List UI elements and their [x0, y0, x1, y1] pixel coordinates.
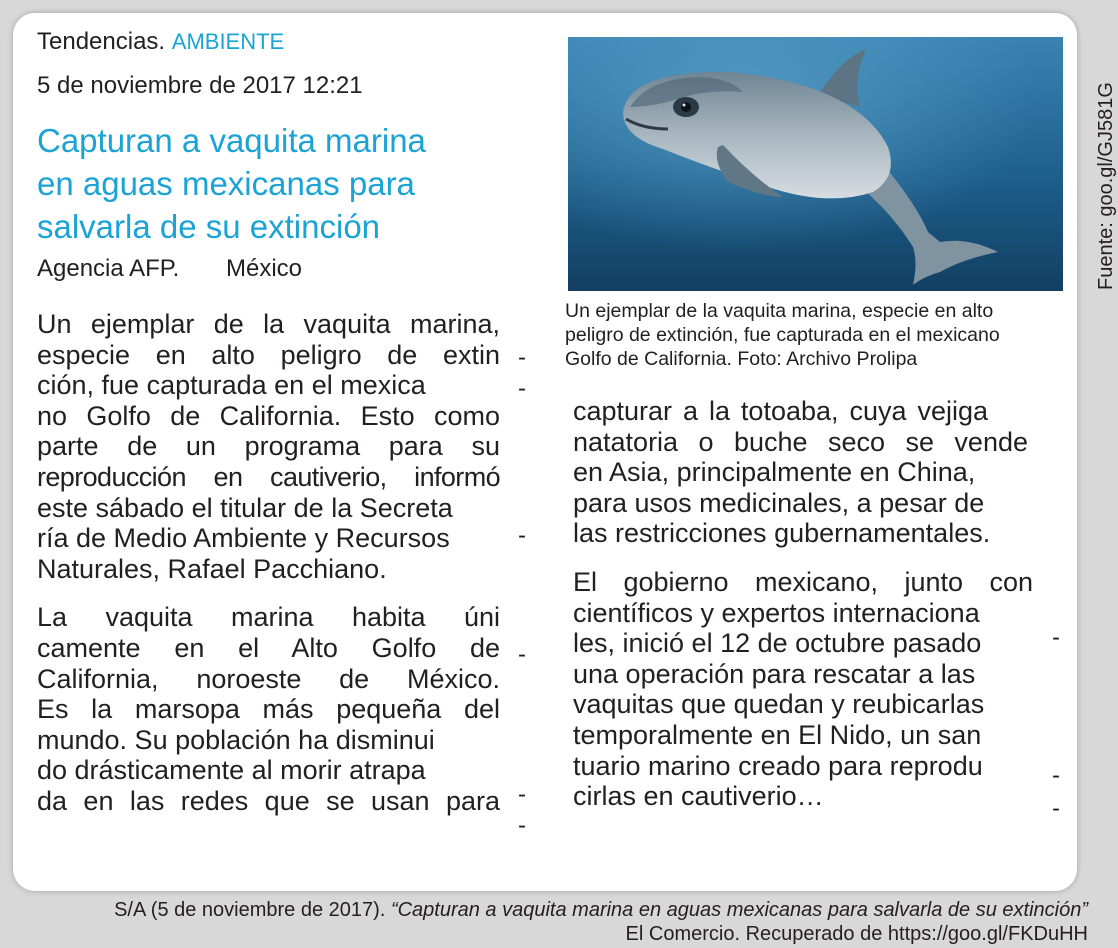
text-line: ción, fue capturada en el mexica [37, 370, 426, 401]
text-line: especie en alto peligro de extin [37, 339, 500, 370]
text-line: parte de un programa para su [37, 431, 500, 462]
caption-line: peligro de extinción, fue capturada en el mexicano [565, 324, 1000, 346]
text-line: mundo. Su población ha disminui [37, 724, 435, 755]
byline [37, 255, 302, 283]
text-line: no Golfo de California. Esto como [37, 400, 500, 431]
text-line: da en las redes que se usan para [37, 785, 500, 816]
headline-line: en aguas mexicanas para [37, 165, 415, 202]
text-line: para usos medicinales, a pesar de [573, 487, 985, 518]
text-line: ría de Medio Ambiente y Recursos [37, 523, 450, 554]
paragraph [37, 602, 500, 816]
text-line: El gobierno mexicano, junto con [573, 566, 1033, 597]
citation-title: “Capturan a vaquita marina en aguas mexicanas para salvarla de su extinción” [390, 899, 1088, 921]
vaquita-illustration [568, 37, 1063, 291]
image-caption [565, 299, 1075, 371]
article-date: 5 de noviembre de 2017 12:21 [37, 72, 363, 99]
text-line: científicos y expertos internaciona [573, 597, 980, 628]
citation-line-1 [114, 898, 1088, 922]
text-line: reproducción en cautiverio, informó [37, 461, 500, 492]
text-line: capturar a la totoaba, cuya vejiga [573, 396, 988, 426]
text-line: una operación para rescatar a las [573, 658, 976, 689]
citation-line-2: El Comercio. Recuperado de https://goo.gl/FKDuHH [625, 923, 1088, 945]
image-source-label: Fuente: goo.gl/GJ581G [1095, 82, 1117, 290]
text-line: las restricciones gubernamentales. [573, 518, 991, 549]
hyphen-mark: - [518, 641, 526, 668]
headline-line: Capturan a vaquita marina [37, 122, 426, 159]
agency: Agencia AFP. [37, 255, 180, 282]
text-line: camente en el Alto Golfo de [37, 632, 500, 663]
paragraph [37, 309, 500, 584]
text-line: do drásticamente al morir atrapa [37, 755, 426, 786]
text-line: Un ejemplar de la vaquita marina, [37, 309, 500, 339]
text-line: temporalmente en El Nido, un san [573, 719, 982, 750]
text-line: tuario marino creado para reprodu [573, 750, 983, 781]
section-label [37, 28, 284, 56]
hyphen-mark: - [1052, 795, 1060, 822]
paragraph [573, 396, 1033, 549]
article-headline [37, 119, 517, 248]
dateline-place: México [226, 255, 303, 282]
citation-prefix: S/A (5 de noviembre de 2017). [114, 899, 391, 921]
text-line: les, inició el 12 de octubre pasado [573, 628, 982, 659]
paragraph [573, 567, 1033, 812]
hyphen-mark: - [1052, 624, 1060, 651]
text-line: natatoria o buche seco se vende [573, 426, 1028, 457]
section-tag: AMBIENTE [171, 29, 285, 54]
hyphen-mark: - [1052, 762, 1060, 789]
hyphen-mark: - [518, 344, 526, 371]
citation [114, 898, 1088, 946]
text-line: vaquitas que quedan y reubicarlas [573, 689, 985, 720]
section-name: Tendencias. [37, 28, 166, 55]
hyphen-mark: - [518, 375, 526, 402]
hyphen-mark: - [518, 812, 526, 839]
text-line: en Asia, principalmente en China, [573, 457, 976, 488]
hyphen-mark: - [518, 781, 526, 808]
hyphen-mark: - [518, 522, 526, 549]
text-line: Naturales, Rafael Pacchiano. [37, 553, 387, 584]
text-line: Es la marsopa más pequeña del [37, 694, 500, 725]
caption-line: Golfo de California. Foto: Archivo Prolipa [565, 348, 918, 370]
vaquita-photo [568, 37, 1063, 291]
body-column-right [573, 396, 1033, 822]
text-line: California, noroeste de México. [37, 663, 500, 694]
text-line: este sábado el titular de la Secreta [37, 492, 453, 523]
caption-line: Un ejemplar de la vaquita marina, especie en alto [565, 300, 994, 322]
body-column-left [37, 309, 500, 827]
text-line: La vaquita marina habita úni [37, 602, 500, 633]
text-line: cirlas en cautiverio… [573, 781, 824, 812]
headline-line: salvarla de su extinción [37, 208, 381, 245]
